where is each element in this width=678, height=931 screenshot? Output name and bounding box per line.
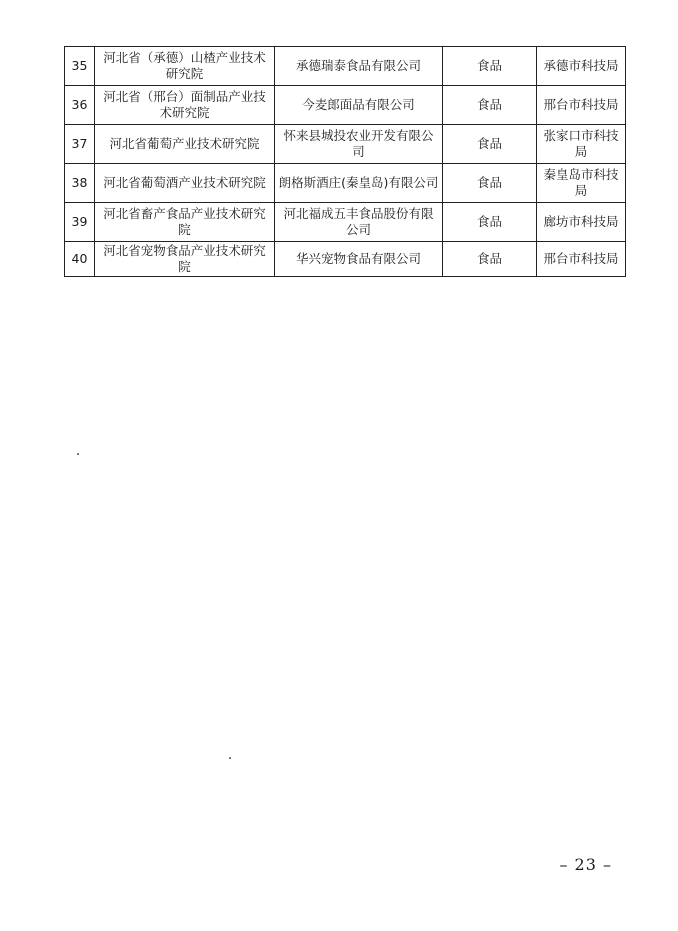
- department-cell: 张家口市科技局: [537, 125, 626, 164]
- institute-name-cell: 河北省宠物食品产业技术研究院: [95, 242, 275, 277]
- table-row: [65, 164, 626, 203]
- department-cell: 廊坊市科技局: [537, 203, 626, 242]
- field-cell: 食品: [443, 242, 537, 277]
- row-number-cell: 39: [65, 203, 95, 242]
- company-cell: 华兴宠物食品有限公司: [275, 242, 443, 277]
- row-number-cell: 36: [65, 86, 95, 125]
- table-row: [65, 125, 626, 164]
- table-row: [65, 47, 626, 86]
- department-cell: 秦皇岛市科技局: [537, 164, 626, 203]
- table-row: [65, 242, 626, 277]
- institute-table: [64, 46, 626, 277]
- row-number-cell: 38: [65, 164, 95, 203]
- scan-speck: [229, 757, 231, 759]
- row-number-cell: 37: [65, 125, 95, 164]
- institute-name-cell: 河北省葡萄产业技术研究院: [95, 125, 275, 164]
- company-cell: 承德瑞泰食品有限公司: [275, 47, 443, 86]
- field-cell: 食品: [443, 47, 537, 86]
- field-cell: 食品: [443, 164, 537, 203]
- field-cell: 食品: [443, 125, 537, 164]
- department-cell: 邢台市科技局: [537, 242, 626, 277]
- field-cell: 食品: [443, 203, 537, 242]
- row-number-cell: 35: [65, 47, 95, 86]
- scan-speck: [77, 453, 79, 455]
- institute-name-cell: 河北省畜产食品产业技术研究院: [95, 203, 275, 242]
- company-cell: 今麦郎面品有限公司: [275, 86, 443, 125]
- page-number: – 23 –: [559, 855, 612, 874]
- company-cell: 朗格斯酒庄(秦皇岛)有限公司: [275, 164, 443, 203]
- department-cell: 承德市科技局: [537, 47, 626, 86]
- institute-name-cell: 河北省葡萄酒产业技术研究院: [95, 164, 275, 203]
- table-row: [65, 203, 626, 242]
- row-number-cell: 40: [65, 242, 95, 277]
- department-cell: 邢台市科技局: [537, 86, 626, 125]
- company-cell: 河北福成五丰食品股份有限公司: [275, 203, 443, 242]
- institute-name-cell: 河北省（承德）山楂产业技术研究院: [95, 47, 275, 86]
- field-cell: 食品: [443, 86, 537, 125]
- institute-name-cell: 河北省（邢台）面制品产业技术研究院: [95, 86, 275, 125]
- table-row: [65, 86, 626, 125]
- company-cell: 怀来县城投农业开发有限公司: [275, 125, 443, 164]
